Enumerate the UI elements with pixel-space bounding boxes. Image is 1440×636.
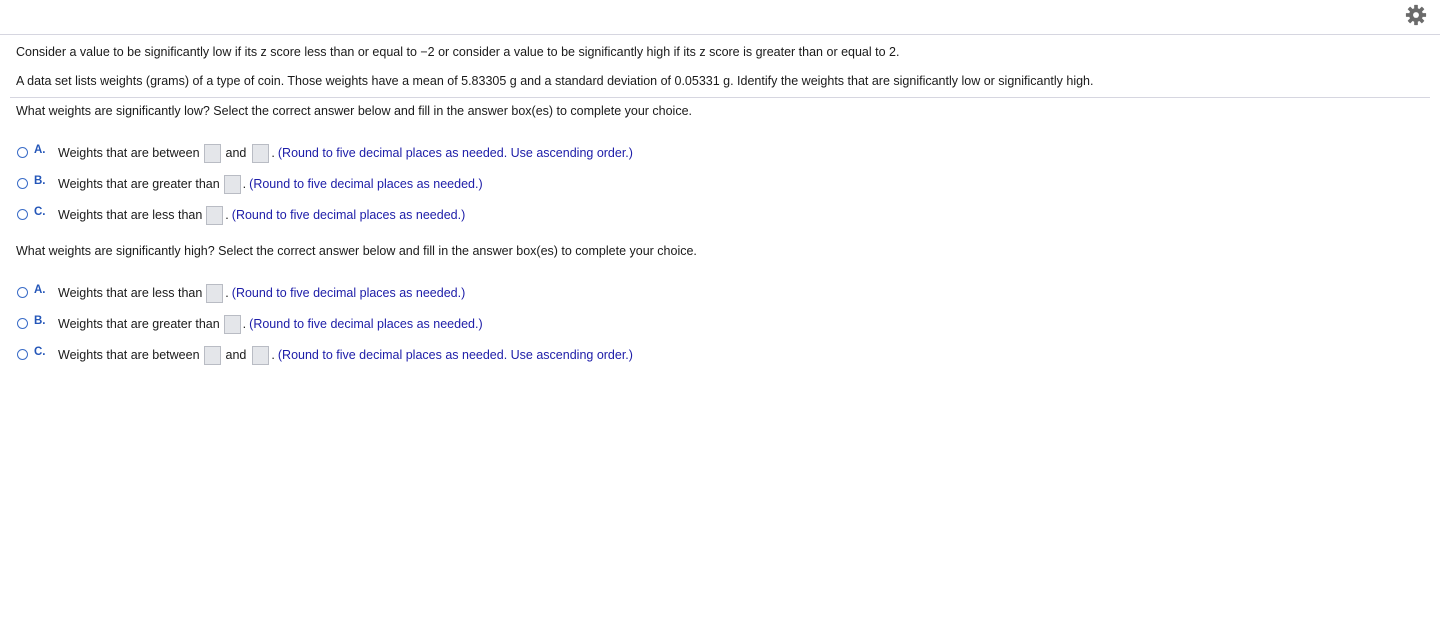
high-option-a-text: Weights that are less than bbox=[58, 286, 203, 300]
high-option-b-hint: (Round to five decimal places as needed.) bbox=[249, 317, 483, 331]
high-option-a[interactable] bbox=[17, 283, 465, 303]
high-option-b-text: Weights that are greater than bbox=[58, 317, 220, 331]
low-option-a-hint: (Round to five decimal places as needed. Use ascending order.) bbox=[277, 146, 633, 160]
high-option-b-period: . bbox=[242, 317, 247, 331]
low-option-a-period: . bbox=[271, 146, 275, 160]
low-option-a-upper-input[interactable] bbox=[252, 144, 269, 163]
high-option-c-upper-input[interactable] bbox=[252, 346, 269, 365]
high-option-c-letter: C. bbox=[34, 346, 46, 358]
high-option-a-letter: A. bbox=[34, 284, 46, 296]
low-option-b-text: Weights that are greater than bbox=[58, 177, 220, 191]
section-divider bbox=[10, 97, 1430, 98]
intro-line-1: Consider a value to be significantly low if its z score less than or equal to −2 or consider a value to be significantly high if its z score is greater than or equal to 2. bbox=[16, 45, 900, 59]
low-option-a-lower-input[interactable] bbox=[204, 144, 221, 163]
low-option-b-radio[interactable] bbox=[17, 178, 28, 189]
high-option-b-input[interactable] bbox=[224, 315, 241, 334]
high-option-c-text: Weights that are between bbox=[58, 348, 200, 362]
high-option-c-lower-input[interactable] bbox=[204, 346, 221, 365]
low-option-b-period: . bbox=[242, 177, 247, 191]
low-option-a[interactable] bbox=[17, 143, 633, 163]
high-option-a-input[interactable] bbox=[206, 284, 223, 303]
low-option-c-text: Weights that are less than bbox=[58, 208, 203, 222]
high-option-a-radio[interactable] bbox=[17, 287, 28, 298]
low-option-c[interactable] bbox=[17, 205, 465, 225]
gear-icon[interactable] bbox=[1405, 4, 1427, 26]
high-option-b-letter: B. bbox=[34, 315, 46, 327]
low-option-c-period: . bbox=[225, 208, 229, 222]
top-divider bbox=[0, 34, 1440, 35]
low-option-c-hint: (Round to five decimal places as needed.) bbox=[231, 208, 466, 222]
low-option-c-radio[interactable] bbox=[17, 209, 28, 220]
high-option-c[interactable] bbox=[17, 345, 633, 365]
high-option-b-radio[interactable] bbox=[17, 318, 28, 329]
low-option-b-hint: (Round to five decimal places as needed.) bbox=[249, 177, 483, 191]
low-option-b-letter: B. bbox=[34, 175, 46, 187]
low-option-c-input[interactable] bbox=[206, 206, 223, 225]
low-option-a-radio[interactable] bbox=[17, 147, 28, 158]
low-option-c-letter: C. bbox=[34, 206, 46, 218]
high-option-c-and: and bbox=[225, 348, 247, 362]
low-question-prompt: What weights are significantly low? Select the correct answer below and fill in the answer box(es) to complete your choice. bbox=[16, 104, 693, 118]
high-option-a-hint: (Round to five decimal places as needed.) bbox=[231, 286, 466, 300]
low-option-a-and: and bbox=[225, 146, 247, 160]
high-question-prompt: What weights are significantly high? Select the correct answer below and fill in the answer box(es) to complete your choice. bbox=[16, 244, 697, 258]
high-option-a-period: . bbox=[225, 286, 229, 300]
low-option-b-input[interactable] bbox=[224, 175, 241, 194]
high-option-c-radio[interactable] bbox=[17, 349, 28, 360]
high-option-c-hint: (Round to five decimal places as needed. Use ascending order.) bbox=[277, 348, 633, 362]
high-option-b[interactable] bbox=[17, 314, 483, 334]
high-option-c-period: . bbox=[271, 348, 275, 362]
intro-line-2: A data set lists weights (grams) of a type of coin. Those weights have a mean of 5.83305 g and a standard deviation of 0.05331 g. Identify the weights that are significantly low or significantly high. bbox=[16, 74, 1094, 88]
low-option-a-text: Weights that are between bbox=[58, 146, 200, 160]
low-option-a-letter: A. bbox=[34, 144, 46, 156]
low-option-b[interactable] bbox=[17, 174, 483, 194]
